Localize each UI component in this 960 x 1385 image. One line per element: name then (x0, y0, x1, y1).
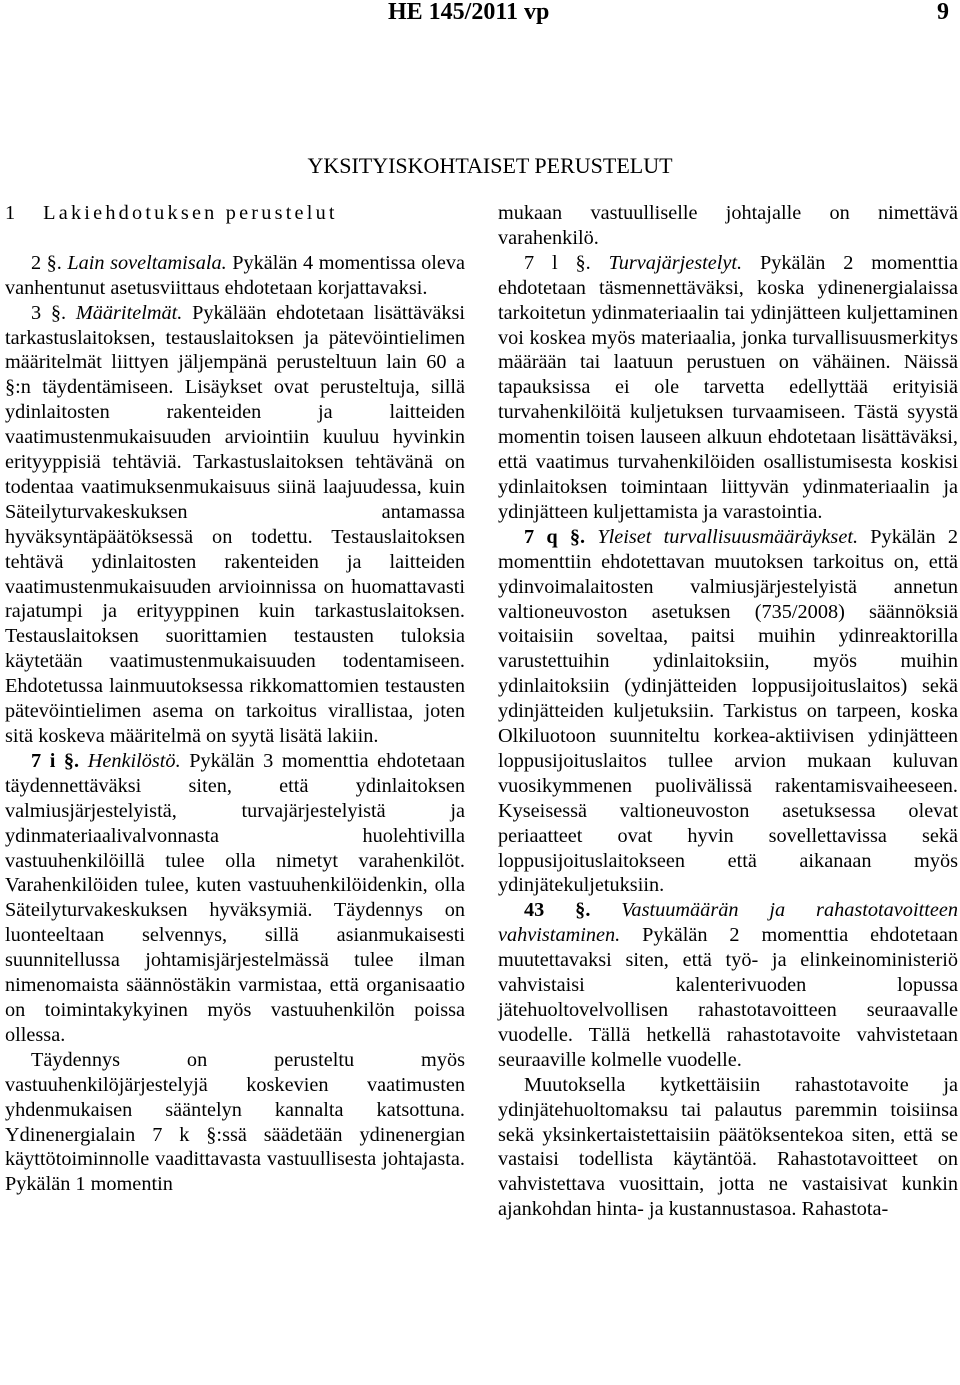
section-number: 7 q §. (524, 525, 586, 548)
section-title: Lain soveltamisala. (67, 251, 227, 274)
section-title: Yleiset turvallisuusmääräykset. (597, 525, 859, 548)
chapter-heading-number: 1 (5, 202, 19, 224)
paragraph-3-section (5, 301, 465, 749)
section-title: Turvajärjestelyt. (608, 251, 743, 274)
chapter-heading-text: Lakiehdotuksen perustelut (43, 202, 338, 224)
section-body: Pykälän 4 momentissa oleva vanhentunut asetusviittaus ehdotetaan korjattavaksi. (5, 251, 466, 299)
right-column (498, 201, 958, 1222)
paragraph-7l-section (498, 251, 958, 525)
section-body: Pykälään ehdotetaan lisättäväksi tarkastuslaitoksen, testauslaitoksen ja pätevöintielimen määritelmät liittyen jäljempänä perusteltuun lain 60 a §:n täydentämiseen. Lisäykset ovat perusteltuja, sillä ydinlaitosten rakenteiden ja laitteiden vaatimustenmukaisuuden arviointiin kuuluu hyvinkin erityyppisiä tehtäviä. Tarkastuslaitoksen tehtävänä on todentaa vaatimuksenmukaisuus siinä laajuudessa, kuin Säteilyturvakeskuksen antamassa hyväksyntäpäätöksessä on todettu. Testauslaitoksen tehtävä ydinlaitosten rakenteiden ja laitteiden vaatimustenmukaisuuden arvioinnissa on huomattavasti rajatumpi ja erityyppinen kuin tarkastuslaitoksen. Testauslaitoksen suorittamien testausten tuloksia käytetään vaatimustenmukaisuuden todentamiseen. Ehdotetussa lainmuutoksessa rikkomattomien testausten pätevöintielimen asema on tarkoitus virallistaa, joten sitä koskeva määritelmä on syytä lisätä lakiin. (5, 301, 465, 748)
spacer (5, 226, 465, 251)
section-number: 2 §. (31, 251, 62, 274)
section-title: Määritelmät. (75, 301, 183, 324)
section-body: Pykälän 2 momenttia ehdotetaan täsmennettäväksi, koska ydinenergialaissa tarkoitetun ydinmateriaalin tai ydinjätteen kuljettaminen voi koskea myös materiaalia, jonka turvallisuusmerkitys määrään tai laatuun perustuen on vähäinen. Näissä tapauksissa ei ole tarvetta edellyttää erityisiä turvahenkilöitä kuljetuksen turvaamiseen. Tästä syystä momentin toisen lauseen alkuun ehdotetaan lisättäväksi, että vaatimus turvahenkilöiden osallistumisesta koskisi ydinlaitoksen toimintaan liittyvän ydinmateriaalin ja ydinjätteen kuljettamista ja varastointia. (498, 251, 958, 523)
section-title-text: YKSITYISKOHTAISET PERUSTELUT (307, 153, 673, 178)
paragraph-2-section (5, 251, 465, 301)
page-header-doc-id: HE 145/2011 vp (388, 0, 550, 25)
section-title: Henkilöstö. (87, 749, 181, 772)
left-column (5, 201, 465, 1197)
section-body: Pykälän 3 momenttia ehdotetaan täydennettäväksi siten, että ydinlaitoksen valmiusjärjestelyistä, turvajärjestelyistä ja ydinmateriaalivalvonnasta huolehtivilla vastuuhenkilöillä tulee olla nimetyt varahenkilöt. Varahenkilöiden tulee, kuten vastuuhenkilöidenkin, olla Säteilyturvakeskuksen hyväksymiä. Täydennys on luonteeltaan selvennys, sillä asianmukaisesti suunnitellussa johtamisjärjestelmässä tulee ilman nimenomaista säännöstäkin varmistaa, että organisaatio on toimintakykyinen myös vastuuhenkilön poissa ollessa. (5, 749, 465, 1046)
section-title: Vastuumäärän ja rahastotavoitteen vahvistaminen. (498, 899, 959, 947)
section-body: Pykälän 2 momenttiin ehdotettavan muutoksen tarkoitus on, että ydinvoimalaitosten valmiusjärjestelyistä annetun valtioneuvoston asetuksen (735/2008) säännöksiä voitaisiin soveltaa, paitsi muihin ydinreaktorilla varustettuihin ydinlaitoksiin, myös muihin ydinlaitoksiin (ydinjätteiden loppusijoituslaitos) sekä ydinjätteiden kuljetuksiin. Tarkistus on tarpeen, koska Olkiluotoon suunniteltu korkea-aktiivisen ydinjätteen loppusijoituslaitos tullee arvion mukaan kuluvan vuosikymmenen puolivälissä rakentamisvaiheeseen. Kyseisessä valtioneuvoston asetuksessa olevat periaatteet ovat hyvin sovellettavissa sekä loppusijoituslaitokseen että aikanaan myös ydinjätekuljetuksiin. (498, 525, 958, 897)
section-title (0, 153, 960, 179)
section-number: 7 i §. (31, 749, 80, 772)
paragraph-7i-section (5, 749, 465, 1048)
chapter-heading (5, 201, 465, 226)
section-body: Pykälän 2 momenttia ehdotetaan muutettavaksi siten, että työ- ja elinkeinoministeriö vahvistaisi kalenterivuoden lopussa jätehuoltovelvollisen rahastotavoitteen seuraavalle vuodelle. Tällä hetkellä rahastotavoite vahvistetaan seuraaville kolmelle vuodelle. (498, 924, 958, 1071)
paragraph-43-section (498, 898, 958, 1072)
paragraph-7q-section (498, 525, 958, 899)
page-number: 9 (937, 0, 949, 25)
section-number: 43 §. (524, 899, 591, 922)
paragraph-muutoksella: Muutoksella kytkettäisiin rahastotavoite ja ydinjätehuoltomaksu tai palautus paremmin toisiinsa sekä yksinkertaistettaisiin päätöksentekoa siten, että se vastaisi todellista käytäntöä. Rahastotavoitteet on vahvistettava vuosittain, jotta ne vastaisivat kunkin ajankohdan hinta- ja kustannustasoa. Rahastota- (498, 1073, 958, 1221)
section-number: 7 l §. (524, 251, 591, 274)
paragraph-vastuuhenkilo: Täydennys on perusteltu myös vastuuhenkilöjärjestelyjä koskevien vaatimusten yhdenmukaisen sääntelyn kannalta katsottuna. Ydinenergialain 7 k §:ssä säädetään ydinenergian käyttötoiminnolle vaadittavasta vastuullisesta johtajasta. Pykälän 1 momentin (5, 1048, 465, 1196)
paragraph-continuation: mukaan vastuulliselle johtajalle on nimettävä varahenkilö. (498, 202, 958, 249)
section-number: 3 §. (31, 301, 67, 324)
